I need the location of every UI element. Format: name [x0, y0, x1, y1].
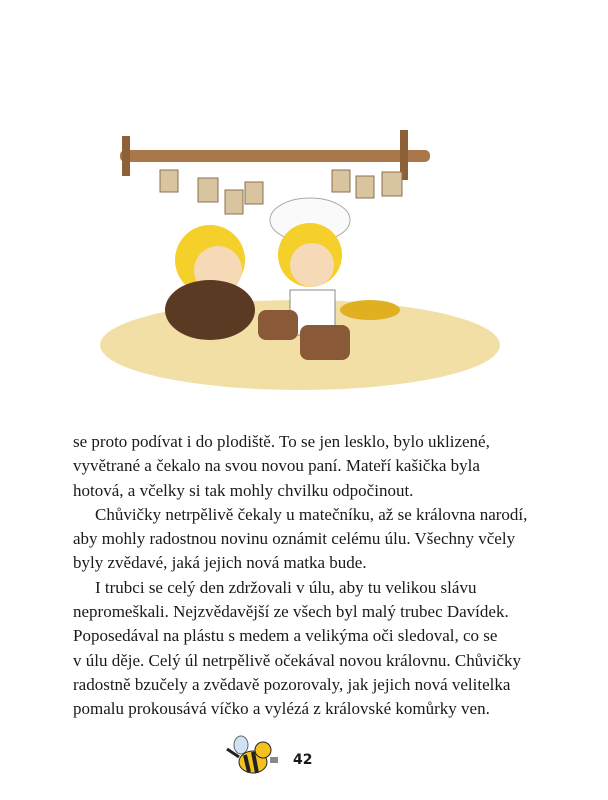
text-line: vyvětrané a čekalo na svou novou paní. Mateří kašička byla	[73, 456, 480, 476]
text-line: byly zvědavé, jaká jejich nová matka bude.	[73, 553, 367, 573]
bee-left	[165, 225, 255, 340]
text-line: radostně bzučely a zvědavě pozorovaly, jak jejich nová velitelka	[73, 674, 511, 694]
page-number: 42	[293, 752, 313, 768]
text-line: Poposedával na plástu s medem a velikýma oči sledoval, co se	[73, 626, 498, 646]
text-line: v úlu děje. Celý úl netrpělivě očekával novou královnu. Chůvičky	[73, 650, 522, 670]
text-line: aby mohly radostnou novinu oznámit celému úlu. Všechny včely	[73, 529, 516, 549]
text-line: hotová, a včelky si tak mohly chvilku odpočinout.	[73, 480, 414, 500]
text-line: I trubci se celý den zdržovali v úlu, aby tu velikou slávu	[95, 577, 477, 597]
text-line: nepromeškali. Nejzvědavější ze všech byl malý trubec Davídek.	[73, 602, 509, 622]
text-line: pomalu prokousává víčko a vylézá z královské komůrky ven.	[73, 699, 490, 719]
illustration-bees-cooking	[100, 70, 520, 400]
text-line: se proto podívat i do plodiště. To se jen lesklo, bylo uklizené,	[73, 432, 490, 451]
bee-icon	[225, 735, 287, 777]
text-line: Chůvičky netrpělivě čekaly u matečníku, až se královna narodí,	[95, 504, 528, 524]
wooden-pole	[120, 150, 430, 162]
body-text	[73, 430, 553, 722]
